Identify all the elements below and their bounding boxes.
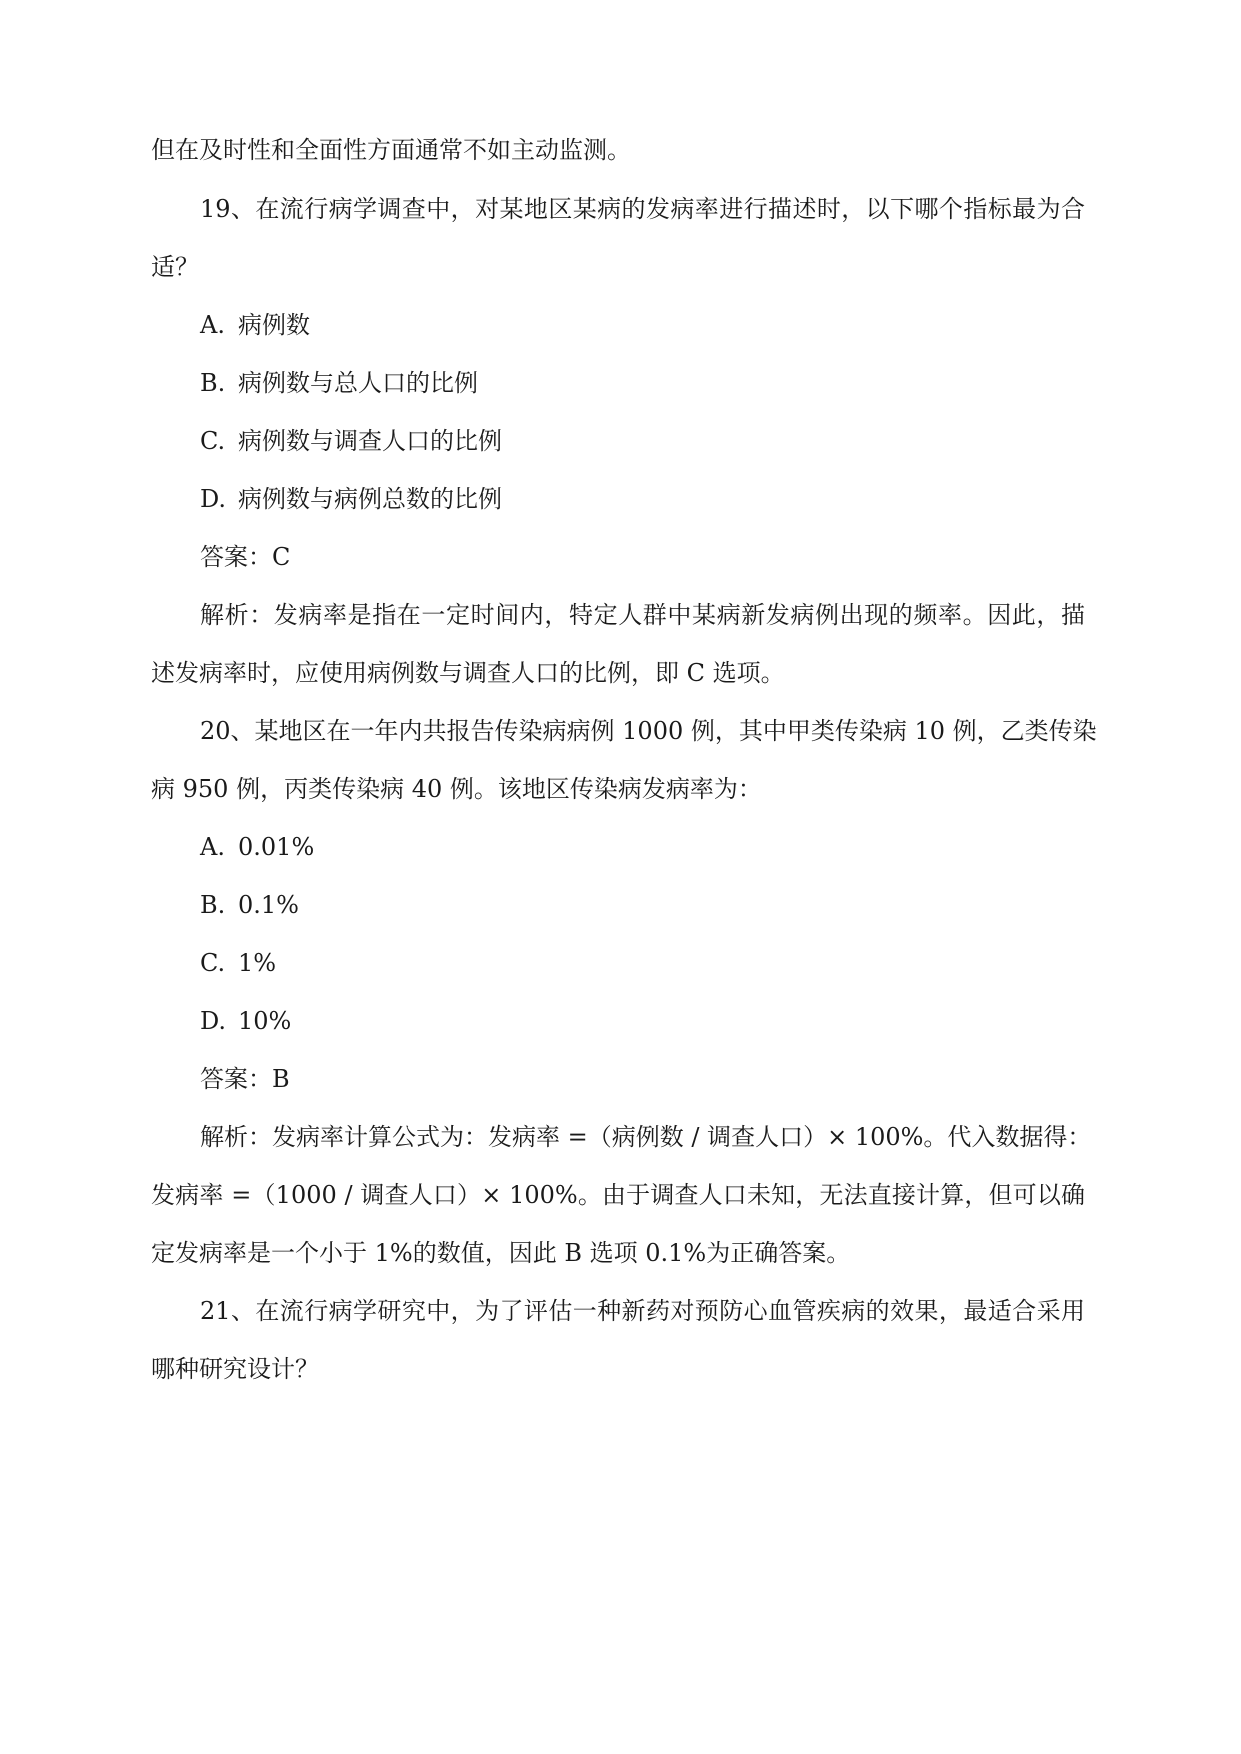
paragraph-line: 但在及时性和全面性方面通常不如主动监测。 xyxy=(151,136,631,164)
option-text: 病例数与病例总数的比例 xyxy=(238,485,502,513)
option-text: 0.1% xyxy=(238,891,299,919)
question-20-option-d xyxy=(200,1005,291,1037)
question-21-text: 21、在流行病学研究中，为了评估一种新药对预防心血管疾病的效果，最适合采用 xyxy=(200,1297,1085,1325)
option-text: 病例数与调查人口的比例 xyxy=(238,427,502,455)
question-20-explanation-cont: 发病率 =（1000 / 调查人口）× 100%。由于调查人口未知，无法直接计算，但可以确 xyxy=(151,1181,1085,1209)
option-letter: C. xyxy=(200,949,226,977)
question-19-option-c xyxy=(200,425,502,457)
question-19-option-b xyxy=(200,367,478,399)
option-letter: A. xyxy=(200,833,225,861)
question-19-answer: 答案：C xyxy=(200,543,291,571)
option-text: 病例数与总人口的比例 xyxy=(238,369,478,397)
question-20-option-a xyxy=(200,831,314,863)
option-letter: C. xyxy=(200,427,226,455)
option-letter: A. xyxy=(200,311,225,339)
question-20-explanation: 解析：发病率计算公式为：发病率 =（病例数 / 调查人口）× 100%。代入数据得： xyxy=(200,1123,1092,1151)
question-20-option-c xyxy=(200,947,276,979)
question-20-answer: 答案：B xyxy=(200,1065,290,1093)
option-text: 10% xyxy=(238,1007,292,1035)
question-19-option-d xyxy=(200,483,502,515)
option-text: 1% xyxy=(238,949,277,977)
question-21-text-cont: 哪种研究设计？ xyxy=(151,1355,319,1383)
question-19-explanation-cont: 述发病率时，应使用病例数与调查人口的比例，即 C 选项。 xyxy=(151,659,785,687)
option-text: 病例数 xyxy=(238,311,310,339)
question-20-text: 20、某地区在一年内共报告传染病病例 1000 例，其中甲类传染病 10 例，乙类传染 xyxy=(200,717,1097,745)
question-19-text: 19、在流行病学调查中，对某地区某病的发病率进行描述时，以下哪个指标最为合 xyxy=(200,195,1085,223)
option-letter: D. xyxy=(200,1007,227,1035)
option-text: 0.01% xyxy=(238,833,315,861)
option-letter: D. xyxy=(200,485,227,513)
option-letter: B. xyxy=(200,369,226,397)
option-letter: B. xyxy=(200,891,226,919)
question-19-text-cont: 适？ xyxy=(151,253,199,281)
question-20-explanation-end: 定发病率是一个小于 1%的数值，因此 B 选项 0.1%为正确答案。 xyxy=(151,1239,851,1267)
question-20-text-cont: 病 950 例，丙类传染病 40 例。该地区传染病发病率为： xyxy=(151,775,762,803)
question-19-explanation: 解析：发病率是指在一定时间内，特定人群中某病新发病例出现的频率。因此，描 xyxy=(200,601,1085,629)
question-19-option-a xyxy=(200,309,310,341)
question-20-option-b xyxy=(200,889,299,921)
